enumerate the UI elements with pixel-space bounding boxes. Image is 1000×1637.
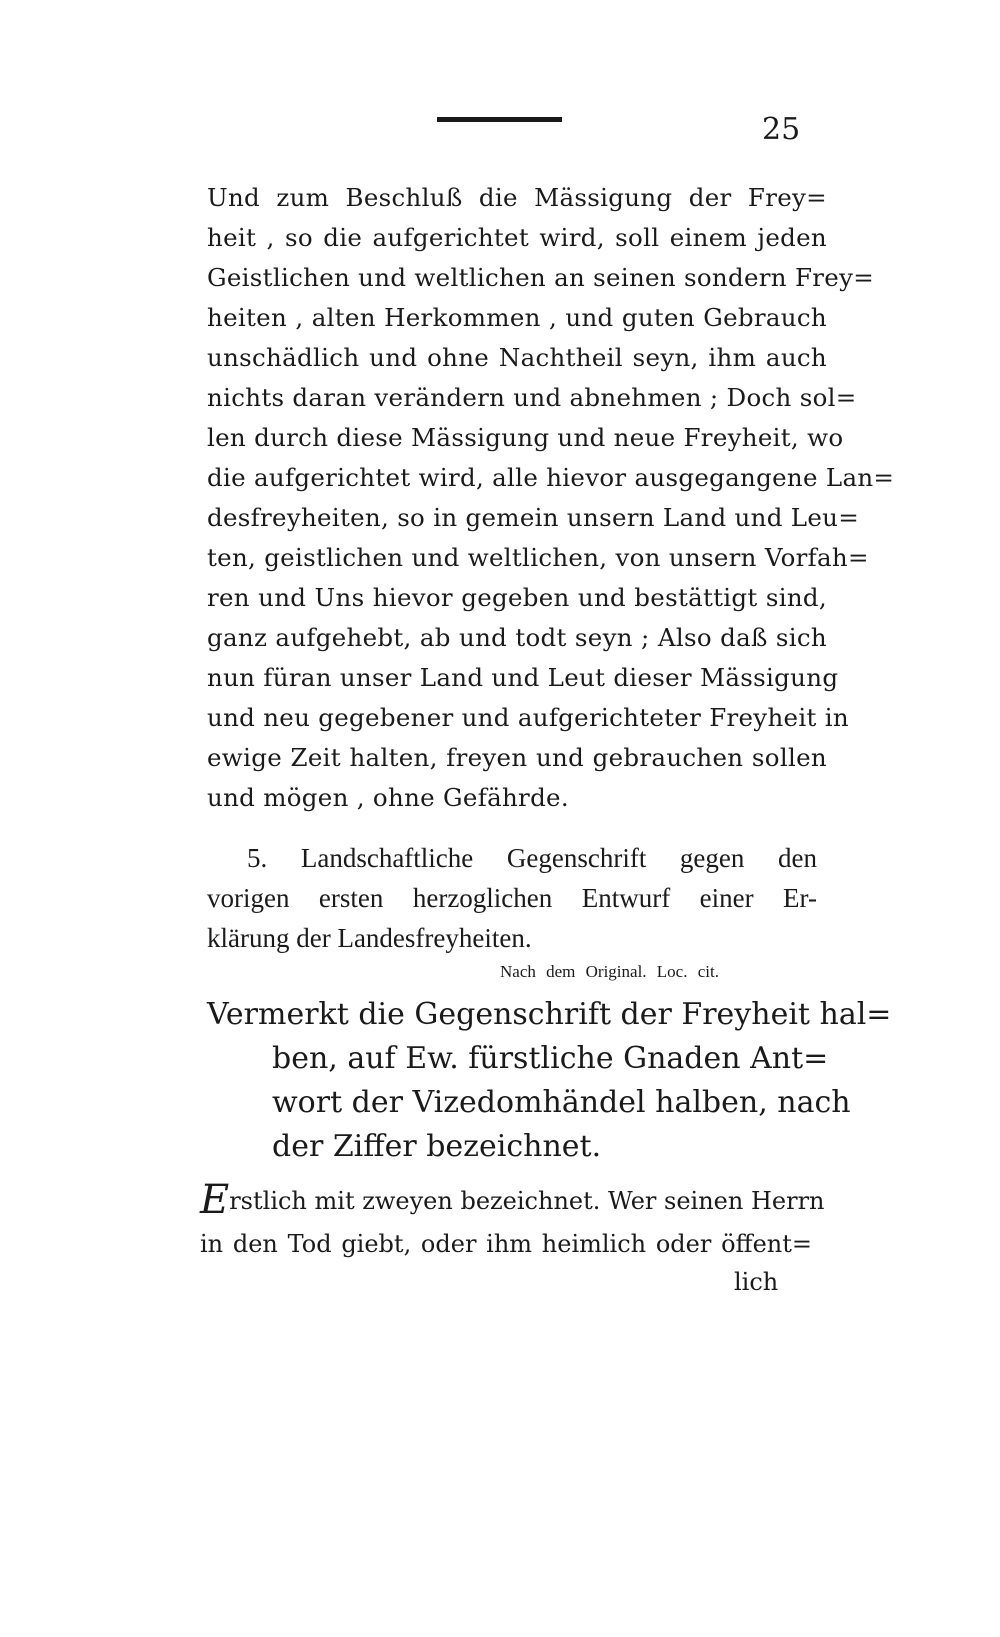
text-line: heit , so die aufgerichtet wird, soll einem jeden <box>207 223 827 252</box>
title-line: wort der Vizedomhändel halben, nach <box>272 1085 851 1120</box>
text-line-rest: rstlich mit zweyen bezeichnet. Wer seinen Herrn <box>229 1187 825 1215</box>
text-line: heiten , alten Herkommen , und guten Gebrauch <box>207 303 827 332</box>
title-line: Vermerkt die Gegenschrift der Freyheit hal= <box>207 997 892 1032</box>
header-rule <box>437 117 562 122</box>
initial-letter: E <box>200 1177 230 1223</box>
text-line: len durch diese Mässigung und neue Freyheit, wo <box>207 423 844 452</box>
text-line: desfreyheiten, so in gemein unsern Land und Leu= <box>207 503 860 532</box>
text-line: und neu gegebener und aufgerichteter Freyheit in <box>207 703 849 732</box>
heading-line: klärung der Landesfreyheiten. <box>207 923 532 953</box>
title-line: der Ziffer bezeichnet. <box>272 1129 602 1164</box>
text-line: Geistlichen und weltlichen an seinen sondern Frey= <box>207 263 875 292</box>
text-line: ewige Zeit halten, freyen und gebrauchen sollen <box>207 743 827 772</box>
text-line: ten, geistlichen und weltlichen, von unsern Vorfah= <box>207 543 869 572</box>
source-note: Nach dem Original. Loc. cit. <box>500 962 719 981</box>
text-line: nun füran unser Land und Leut dieser Mässigung <box>207 663 839 692</box>
text-line: die aufgerichtet wird, alle hievor ausgegangene Lan= <box>207 463 895 492</box>
text-line: nichts daran verändern und abnehmen ; Doch sol= <box>207 383 857 412</box>
text-line: ganz aufgehebt, ab und todt seyn ; Also daß sich <box>207 623 827 652</box>
catchword: lich <box>734 1268 779 1296</box>
text-line <box>200 1177 825 1223</box>
heading-line: 5. Landschaftliche Gegenschrift gegen den <box>247 843 817 873</box>
text-line: in den Tod giebt, oder ihm heimlich oder öffent= <box>200 1230 812 1258</box>
heading-line: vorigen ersten herzoglichen Entwurf einer Er- <box>207 883 817 913</box>
text-line: unschädlich und ohne Nachtheil seyn, ihm auch <box>207 343 827 372</box>
text-line: und mögen , ohne Gefährde. <box>207 783 569 812</box>
title-line: ben, auf Ew. fürstliche Gnaden Ant= <box>272 1041 829 1076</box>
page-number: 25 <box>762 112 801 147</box>
text-line: ren und Uns hievor gegeben und bestättigt sind, <box>207 583 827 612</box>
text-line: Und zum Beschluß die Mässigung der Frey= <box>207 183 827 212</box>
